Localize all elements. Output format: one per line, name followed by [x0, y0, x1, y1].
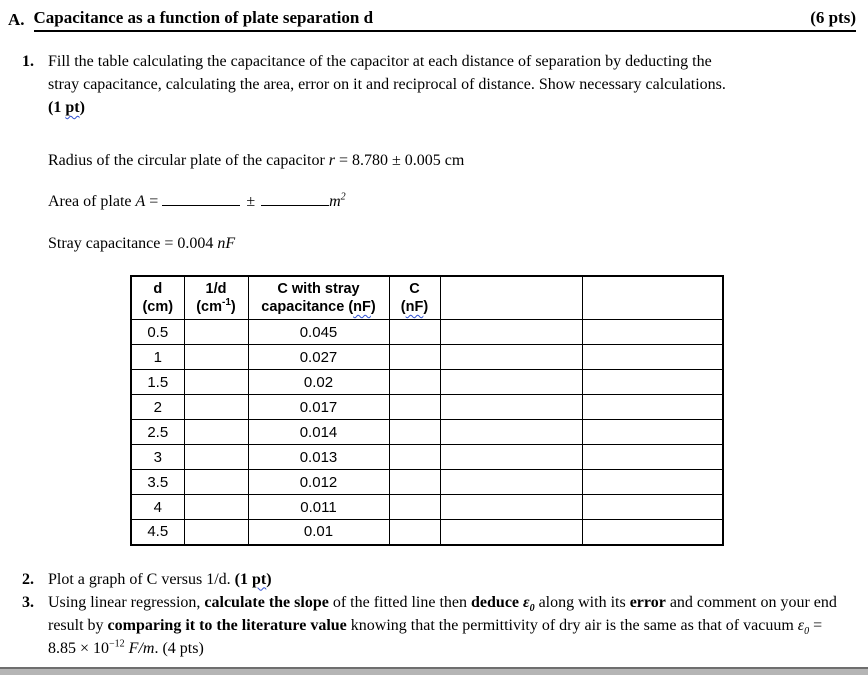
- cell-d: 2: [131, 395, 184, 420]
- table-row: [131, 345, 723, 370]
- radius-variable: r: [328, 152, 335, 169]
- cell-d: 1.5: [131, 370, 184, 395]
- stray-unit: nF: [217, 235, 236, 252]
- cell-c: [389, 520, 440, 545]
- spellcheck-word: nF: [405, 299, 424, 315]
- cell-empty-1: [440, 345, 582, 370]
- cell-1-over-d: [184, 370, 248, 395]
- stray-value: 0.004: [177, 235, 218, 252]
- cell-c-stray: 0.017: [248, 395, 389, 420]
- cell-c: [389, 470, 440, 495]
- cell-1-over-d: [184, 345, 248, 370]
- col-header-c: C (nF): [389, 276, 440, 320]
- cell-d: 4.5: [131, 520, 184, 545]
- col-header-1-over-d: 1/d $(cm^{-1})$: [184, 276, 248, 320]
- radius-line: Radius of the circular plate of the capacitor r = 8.780 ± 0.005 cm: [48, 152, 465, 169]
- cell-1-over-d: [184, 420, 248, 445]
- item2-text: Plot a graph of C versus 1/d. (1 pt): [48, 570, 272, 588]
- cell-c: [389, 395, 440, 420]
- permittivity-equation: = 8.85 × 10: [48, 616, 823, 657]
- cell-empty-1: [440, 495, 582, 520]
- cell-c-stray: 0.01: [248, 520, 389, 545]
- area-variable: A: [135, 193, 146, 210]
- item3-text: Using linear regression, calculate the slope of the fitted line then deduce $\varepsilon_0$ along with its error and comment on your end result by comparing it to the literature value knowing that the permittivity of dry air is the same as that of vacuum $\varepsilon_0 = 8.85 \times 10^{-12}$ F/m. (4 pts): [48, 593, 837, 657]
- section-letter: A.: [8, 10, 25, 29]
- cell-empty-1: [440, 520, 582, 545]
- epsilon-zero-symbol: $\varepsilon_0$: [523, 593, 535, 614]
- cell-empty-2: [582, 320, 723, 345]
- spellcheck-word: pt: [251, 570, 267, 588]
- cell-empty-2: [582, 470, 723, 495]
- cell-1-over-d: [184, 445, 248, 470]
- cell-empty-2: [582, 445, 723, 470]
- instruction-item-2: [22, 568, 854, 591]
- table-header-row: [131, 276, 723, 320]
- item2-number: 2.: [22, 570, 34, 588]
- cell-d: 3: [131, 445, 184, 470]
- table-row: [131, 470, 723, 495]
- table-row: [131, 420, 723, 445]
- cell-d: 0.5: [131, 320, 184, 345]
- item3-number: 3.: [22, 593, 34, 611]
- spellcheck-word: pt: [65, 99, 80, 116]
- cell-empty-2: [582, 395, 723, 420]
- cell-empty-1: [440, 420, 582, 445]
- cell-1-over-d: [184, 520, 248, 545]
- item1-line1: Fill the table calculating the capacitance of the capacitor at each distance of separation by deducting the: [48, 53, 712, 70]
- cell-d: 4: [131, 495, 184, 520]
- cell-c-stray: 0.014: [248, 420, 389, 445]
- cell-empty-1: [440, 470, 582, 495]
- cell-c: [389, 445, 440, 470]
- cell-c-stray: 0.027: [248, 345, 389, 370]
- cell-c: [389, 495, 440, 520]
- item2-points: (1 pt): [234, 570, 272, 588]
- cell-empty-1: [440, 445, 582, 470]
- cell-d: 3.5: [131, 470, 184, 495]
- col-header-empty-1: [440, 276, 582, 320]
- cell-c-stray: 0.02: [248, 370, 389, 395]
- table-row: [131, 320, 723, 345]
- instruction-item-1: [22, 50, 854, 119]
- cell-c-stray: 0.011: [248, 495, 389, 520]
- cell-c: [389, 320, 440, 345]
- cell-empty-2: [582, 520, 723, 545]
- stray-capacitance-line: Stray capacitance = 0.004 nF: [48, 235, 236, 252]
- page-bottom-border: [0, 667, 868, 675]
- table-row: [131, 445, 723, 470]
- area-error-blank: [261, 192, 329, 206]
- item1-number: 1.: [22, 53, 34, 70]
- cell-1-over-d: [184, 395, 248, 420]
- cell-empty-1: [440, 395, 582, 420]
- item1-points: (1 pt): [48, 99, 85, 116]
- area-line: Area of plate A = ± $m^2$: [48, 191, 346, 210]
- section-points: (6 pts): [810, 8, 856, 27]
- cell-empty-2: [582, 420, 723, 445]
- cell-c: [389, 370, 440, 395]
- radius-value: = 8.780 ± 0.005 cm: [335, 152, 465, 169]
- item1-text: [48, 50, 854, 119]
- area-value-blank: [162, 192, 240, 206]
- cell-c-stray: 0.012: [248, 470, 389, 495]
- cell-d: 2.5: [131, 420, 184, 445]
- plus-minus-sign: ±: [246, 193, 256, 210]
- cell-c: [389, 345, 440, 370]
- cell-d: 1: [131, 345, 184, 370]
- instruction-item-3: [22, 591, 854, 660]
- table-row: [131, 520, 723, 545]
- table-row: [131, 495, 723, 520]
- exponent: −12: [109, 638, 125, 650]
- item3-points: . (4 pts): [154, 639, 204, 657]
- cell-empty-2: [582, 495, 723, 520]
- cell-1-over-d: [184, 470, 248, 495]
- cell-1-over-d: [184, 495, 248, 520]
- cell-empty-2: [582, 370, 723, 395]
- capacitance-table: [130, 275, 724, 546]
- item1-line2: stray capacitance, calculating the area, error on it and reciprocal of distance. Show necessary calculations.: [48, 76, 726, 93]
- cell-empty-2: [582, 345, 723, 370]
- section-header: [0, 0, 868, 32]
- col-header-c-with-stray: C with stray capacitance (nF): [248, 276, 389, 320]
- cell-c: [389, 420, 440, 445]
- section-title-rule: [34, 8, 856, 32]
- cell-c-stray: 0.045: [248, 320, 389, 345]
- epsilon-zero-symbol: $\varepsilon_0$: [797, 616, 810, 637]
- col-header-empty-2: [582, 276, 723, 320]
- cell-empty-1: [440, 320, 582, 345]
- area-unit: $m^2$: [329, 191, 346, 210]
- table-row: [131, 395, 723, 420]
- spellcheck-word: nF: [353, 299, 371, 315]
- col-header-d: d (cm): [131, 276, 184, 320]
- cell-1-over-d: [184, 320, 248, 345]
- page-title: Capacitance as a function of plate separation d: [33, 8, 374, 27]
- unit-f-per-m: F/m: [128, 639, 155, 657]
- cell-empty-1: [440, 370, 582, 395]
- table-row: [131, 370, 723, 395]
- cell-c-stray: 0.013: [248, 445, 389, 470]
